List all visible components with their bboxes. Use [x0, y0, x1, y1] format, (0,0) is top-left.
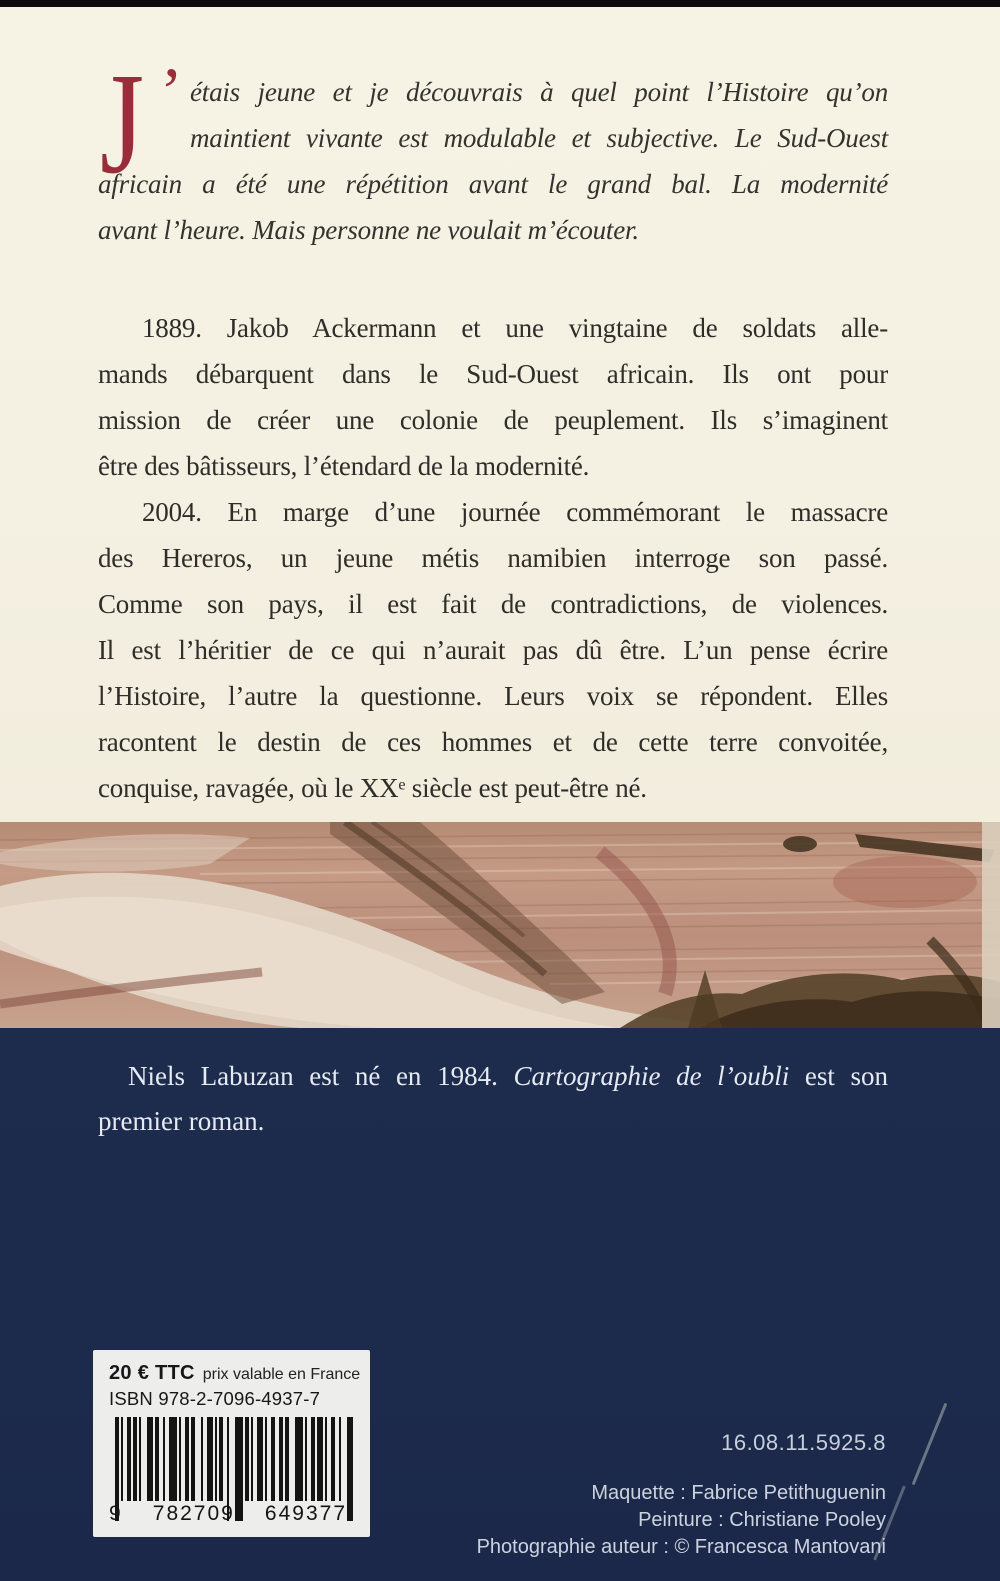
- barcode-bar: [295, 1417, 303, 1501]
- price-barcode-label: [93, 1350, 370, 1537]
- barcode-bar: [325, 1417, 327, 1501]
- synopsis-line: 1889. Jakob Ackermann et une vingtaine de soldats alle-: [142, 313, 888, 343]
- barcode-digits: [109, 1502, 347, 1526]
- dropcap-apostrophe: ’: [160, 53, 183, 129]
- cover-painting: [0, 822, 1000, 1028]
- barcode-bar: [347, 1417, 353, 1521]
- synopsis-line: mission de créer une colonie de peuplement. Ils s’imaginent: [98, 405, 888, 435]
- barcode-digit-group: 649377: [264, 1502, 347, 1525]
- synopsis-line: l’Histoire, l’autre la questionne. Leurs voix se répondent. Elles: [98, 681, 888, 711]
- dropcap-J: [98, 44, 190, 204]
- page-edge-band: [982, 822, 1000, 1028]
- synopsis-paragraph-1: [98, 305, 888, 489]
- barcode-bar: [219, 1417, 223, 1501]
- barcode-bar: [207, 1417, 213, 1501]
- barcode-bar: [133, 1417, 137, 1501]
- epigraph-quote: [98, 44, 888, 253]
- book-title: Cartographie de l’oubli: [513, 1061, 790, 1091]
- author-bio-text: Niels Labuzan est né en 1984.: [128, 1061, 514, 1091]
- barcode-bar: [285, 1417, 289, 1501]
- barcode-bar: [339, 1417, 341, 1501]
- credits: [477, 1480, 886, 1561]
- synopsis-line: 2004. En marge d’une journée commémorant le massacre: [142, 497, 888, 527]
- barcode-bar: [155, 1417, 159, 1501]
- barcode-bar: [139, 1417, 141, 1501]
- barcode-digit-group: 9: [109, 1502, 123, 1525]
- barcode-bar: [185, 1417, 189, 1501]
- barcode-bar: [191, 1417, 195, 1501]
- barcode-bar: [279, 1417, 283, 1501]
- barcode-bar: [169, 1417, 177, 1501]
- print-code: 16.08.11.5925.8: [721, 1430, 886, 1455]
- barcode-bar: [147, 1417, 153, 1501]
- barcode-bar: [271, 1417, 275, 1501]
- synopsis-line: Il est l’héritier de ce qui n’aurait pas dû être. L’un pense écrire: [98, 635, 888, 665]
- price-note: prix valable en France: [202, 1366, 361, 1383]
- price: 20 € TTC: [109, 1362, 195, 1384]
- blurb-section: [0, 7, 1000, 822]
- barcode-bar: [163, 1417, 165, 1501]
- barcode-bar: [251, 1417, 253, 1501]
- synopsis-line: être des bâtisseurs, l’étendard de la modernité.: [98, 451, 590, 481]
- barcode-bar: [215, 1417, 217, 1501]
- publisher-section: [0, 1028, 1000, 1581]
- author-bio: [98, 1054, 888, 1144]
- dropcap-letter: J: [100, 44, 145, 204]
- barcode-bar: [331, 1417, 335, 1501]
- barcode-bar: [265, 1417, 267, 1501]
- synopsis-line: mands débarquent dans le Sud-Ouest africain. Ils ont pour: [98, 359, 888, 389]
- barcode-bar: [311, 1417, 315, 1501]
- synopsis-line: conquise, ravagée, où le XXᵉ siècle est peut-être né.: [98, 773, 647, 803]
- barcode-digit-group: 782709: [152, 1502, 235, 1525]
- barcode-bar: [305, 1417, 307, 1501]
- photo-top-edge: [0, 0, 1000, 7]
- barcode-bar: [127, 1417, 131, 1501]
- credit-photographie: Photographie auteur : © Francesca Mantovani: [476, 1536, 886, 1558]
- barcode-bar: [257, 1417, 263, 1501]
- barcode-bar: [317, 1417, 323, 1501]
- barcode-bar: [245, 1417, 249, 1501]
- scratch-mark: [912, 1403, 948, 1486]
- barcode-bar: [179, 1417, 181, 1501]
- isbn: ISBN 978-2-7096-4937-7: [109, 1388, 321, 1409]
- quote-line: étais jeune et je découvrais à quel point l’Histoire qu’on: [190, 77, 888, 107]
- synopsis-line: des Hereros, un jeune métis namibien interroge son passé.: [98, 543, 888, 573]
- synopsis-line: racontent le destin de ces hommes et de cette terre convoitée,: [98, 727, 888, 757]
- quote-line: africain a été une répétition avant le grand bal. La modernité: [98, 169, 888, 199]
- synopsis: [98, 305, 888, 811]
- quote-line: avant l’heure. Mais personne ne voulait m’écouter.: [98, 215, 639, 245]
- credit-maquette: Maquette : Fabrice Petithuguenin: [591, 1482, 886, 1504]
- credit-peinture: Peinture : Christiane Pooley: [638, 1509, 886, 1531]
- painting-image: [0, 822, 1000, 1028]
- quote-line: maintient vivante est modulable et subjective. Le Sud-Ouest: [190, 123, 888, 153]
- barcode-bar: [201, 1417, 203, 1501]
- barcode-bar: [121, 1417, 123, 1501]
- synopsis-paragraph-2: [98, 489, 888, 811]
- red-patch: [833, 856, 977, 908]
- author-bio-text: est son premier roman.: [98, 1061, 889, 1136]
- synopsis-line: Comme son pays, il est fait de contradictions, de violences.: [98, 589, 888, 619]
- dark-dab: [783, 836, 817, 852]
